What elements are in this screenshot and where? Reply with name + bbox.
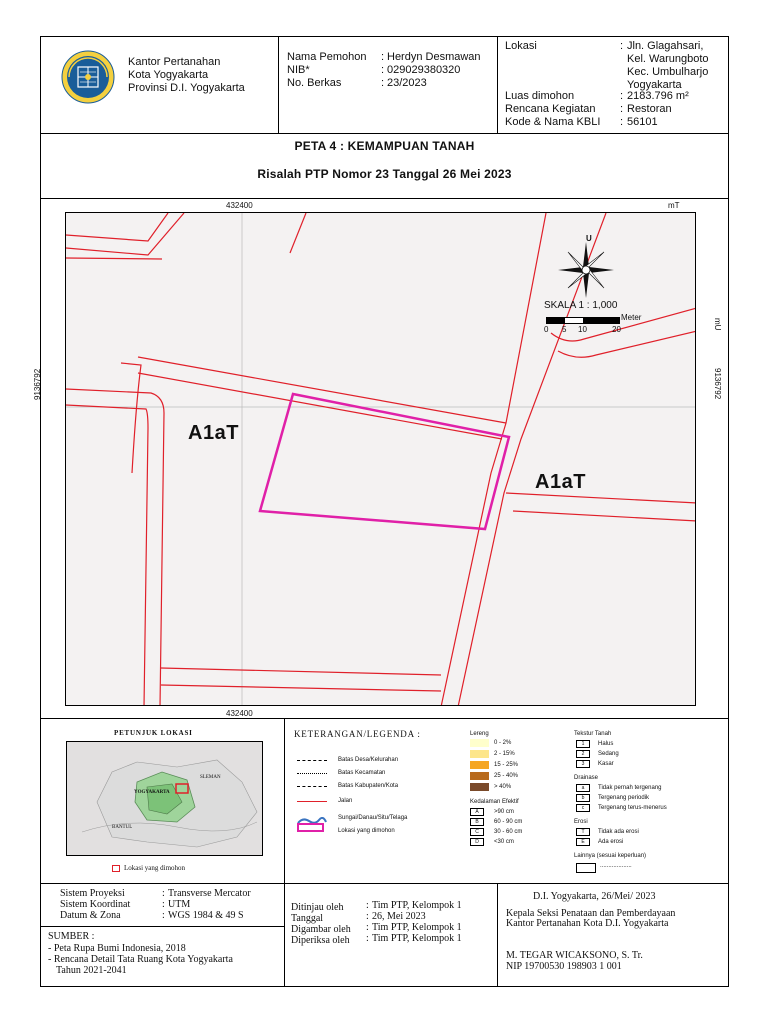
source-divider	[40, 926, 284, 927]
legend-symbol-kabupaten	[297, 786, 327, 787]
header-divider-2	[497, 36, 498, 133]
koord-label: Sistem Koordinat	[60, 899, 131, 910]
scale-bar	[546, 317, 620, 324]
lokasi-line-3: Kec. Umbulharjo	[627, 66, 709, 78]
erosi-label-t: Tidak ada erosi	[598, 829, 639, 835]
legend-symbol-sungai	[297, 812, 327, 820]
erosi-title: Erosi	[574, 819, 588, 825]
legend-item-kabupaten: Batas Kabupaten/Kota	[338, 783, 399, 789]
legend-symbol-kecamatan	[297, 773, 327, 774]
nib-label: NIB*	[287, 64, 310, 76]
unit-top: mT	[668, 201, 680, 210]
tanggal-value: 26, Mei 2023	[372, 911, 426, 922]
tekstur-label-3: Kasar	[598, 761, 614, 767]
legend-item-kecamatan: Batas Kecamatan	[338, 770, 386, 776]
proj-label: Sistem Proyeksi	[60, 888, 125, 899]
datum-value: WGS 1984 & 49 S	[168, 910, 244, 921]
drainase-code-a: a	[576, 784, 590, 792]
legend-divider	[284, 718, 285, 883]
inset-bantul-label: BANTUL	[112, 825, 133, 830]
legend-item-sungai: Sungai/Danau/Situ/Telaga	[338, 815, 408, 821]
kbli-value: 56101	[627, 116, 658, 128]
legend-symbol-jalan	[297, 801, 327, 802]
kedalaman-label-c: 30 - 60 cm	[494, 829, 523, 835]
map-title: PETA 4 : KEMAMPUAN TANAH	[294, 139, 475, 153]
ditinjau-value: Tim PTP, Kelompok 1	[372, 900, 462, 911]
coord-right-wrap	[713, 368, 722, 399]
digambar-value: Tim PTP, Kelompok 1	[372, 922, 462, 933]
tekstur-label-2: Sedang	[598, 751, 619, 757]
kedalaman-code-c: C	[470, 828, 484, 836]
kedalaman-label-b: 60 - 90 cm	[494, 819, 523, 825]
diperiksa-value: Tim PTP, Kelompok 1	[372, 933, 462, 944]
berkas-label: No. Berkas	[287, 77, 342, 89]
erosi-code-t: T	[576, 828, 590, 836]
lokasi-label: Lokasi	[505, 40, 537, 52]
erosi-label-e: Ada erosi	[598, 839, 624, 845]
lainnya-dots: ...................	[600, 863, 632, 869]
footer-divider-1	[284, 883, 285, 987]
rencana-label: Rencana Kegiatan	[505, 103, 596, 115]
unit-right: mU	[713, 318, 722, 331]
office-line-2: Kota Yogyakarta	[128, 69, 209, 81]
coord-left-wrap	[33, 369, 42, 400]
proj-value: Transverse Mercator	[168, 888, 251, 899]
drainase-title: Drainase	[574, 775, 599, 781]
lereng-title: Lereng	[470, 731, 489, 737]
position-line-1: Kepala Seksi Penataan dan Pemberdayaan	[506, 908, 676, 919]
map-subtitle: Risalah PTP Nomor 23 Tanggal 26 Mei 2023	[257, 167, 512, 181]
koord-value: UTM	[168, 899, 191, 910]
luas-value: 2183.796 m²	[627, 90, 689, 102]
office-line-1: Kantor Pertanahan	[128, 56, 221, 68]
lereng-swatch-2	[470, 761, 489, 769]
inset-map	[66, 741, 263, 856]
lereng-label-0: 0 - 2%	[494, 740, 512, 746]
signer-nip: NIP 19700530 198903 1 001	[506, 961, 622, 972]
soil-label-east: A1aT	[535, 471, 586, 493]
tanggal-label: Tanggal	[291, 913, 324, 924]
scale-tick-5: 5	[562, 325, 567, 334]
nib-value: 029029380320	[387, 64, 461, 76]
scale-tick-10: 10	[578, 325, 587, 334]
inset-title: PETUNJUK LOKASI	[114, 729, 193, 737]
title-divider	[40, 198, 729, 199]
office-line-3: Provinsi D.I. Yogyakarta	[128, 82, 245, 94]
lainnya-box	[576, 863, 596, 873]
tekstur-code-2: 2	[576, 750, 590, 758]
place-date: D.I. Yogyakarta, 26/Mei/ 2023	[533, 891, 656, 902]
unit-right-wrap	[713, 318, 722, 330]
kedalaman-code-b: B	[470, 818, 484, 826]
inset-sleman-label: SLEMAN	[200, 775, 221, 780]
lainnya-title: Lainnya (sesuai keperluan)	[574, 853, 647, 859]
sumber-item-3: Tahun 2021-2041	[56, 965, 127, 976]
applicant-value: Herdyn Desmawan	[387, 51, 481, 63]
map-bottom-divider	[40, 718, 729, 719]
drainase-label-c: Tergenang terus-menerus	[598, 805, 667, 811]
rencana-value: Restoran	[627, 103, 672, 115]
inset-city-label: YOGYAKARTA	[134, 790, 170, 795]
drainase-code-c: c	[576, 804, 590, 812]
lereng-label-3: 25 - 40%	[494, 773, 519, 779]
legend-bottom-divider	[40, 883, 729, 884]
scale-tick-20: 20	[612, 325, 621, 334]
legend-title: KETERANGAN/LEGENDA :	[294, 729, 421, 739]
tekstur-title: Tekstur Tanah	[574, 731, 612, 737]
legend-symbol-desa	[297, 760, 327, 761]
north-arrow-icon	[556, 240, 616, 300]
position-line-2: Kantor Pertanahan Kota D.I. Yogyakarta	[506, 918, 669, 929]
north-label: U	[586, 234, 592, 243]
diperiksa-label: Diperiksa oleh	[291, 935, 350, 946]
lokasi-line-4: Yogyakarta	[627, 79, 682, 91]
lokasi-line-2: Kel. Warungboto	[627, 53, 709, 65]
scale-unit: Meter	[621, 313, 642, 322]
sumber-item-2: - Rencana Detail Tata Ruang Kota Yogyakarta	[48, 954, 233, 965]
header-divider-1	[278, 36, 279, 133]
coord-bottom: 432400	[226, 709, 253, 718]
coord-top: 432400	[226, 201, 253, 210]
lereng-label-4: > 40%	[494, 784, 512, 790]
scale-tick-0: 0	[544, 325, 549, 334]
kedalaman-title: Kedalaman Efektif	[470, 799, 519, 805]
lereng-label-2: 15 - 25%	[494, 762, 519, 768]
sumber-title: SUMBER :	[48, 931, 95, 942]
drainase-label-a: Tidak pernah tergenang	[598, 785, 662, 791]
coord-left: 9136792	[33, 368, 42, 400]
header-divider	[40, 133, 729, 134]
soil-label-west: A1aT	[188, 422, 239, 444]
lereng-swatch-4	[470, 783, 489, 791]
datum-label: Datum & Zona	[60, 910, 121, 921]
legend-item-lokasi: Lokasi yang dimohon	[338, 828, 395, 834]
legend-item-jalan: Jalan	[338, 798, 353, 804]
berkas-value: 23/2023	[387, 77, 427, 89]
lereng-swatch-3	[470, 772, 489, 780]
kedalaman-label-d: <30 cm	[494, 839, 514, 845]
inset-legend-marker	[112, 865, 120, 872]
legend-symbol-lokasi	[297, 823, 324, 832]
kedalaman-code-d: D	[470, 838, 484, 846]
kedalaman-code-a: A	[470, 808, 484, 816]
drainase-code-b: b	[576, 794, 590, 802]
coord-right: 9136792	[713, 368, 722, 400]
scale-label: SKALA 1 : 1,000	[544, 300, 618, 311]
sumber-item-1: - Peta Rupa Bumi Indonesia, 2018	[48, 943, 186, 954]
tekstur-label-1: Halus	[598, 741, 614, 747]
tekstur-code-1: 1	[576, 740, 590, 748]
digambar-label: Digambar oleh	[291, 924, 351, 935]
tekstur-code-3: 3	[576, 760, 590, 768]
drainase-label-b: Tergenang periodik	[598, 795, 650, 801]
inset-legend-text: Lokasi yang dimohon	[124, 864, 186, 872]
lereng-swatch-0	[470, 739, 489, 747]
lereng-swatch-1	[470, 750, 489, 758]
signer-name: M. TEGAR WICAKSONO, S. Tr.	[506, 950, 643, 961]
footer-divider-2	[497, 883, 498, 987]
kbli-label: Kode & Nama KBLI	[505, 116, 601, 128]
lokasi-line-1: Jln. Glagahsari,	[627, 40, 704, 52]
ditinjau-label: Ditinjau oleh	[291, 902, 344, 913]
applicant-label: Nama Pemohon	[287, 51, 367, 63]
kedalaman-label-a: >90 cm	[494, 809, 514, 815]
luas-label: Luas dimohon	[505, 90, 575, 102]
legend-item-desa: Batas Desa/Kelurahan	[338, 757, 399, 763]
erosi-code-e: E	[576, 838, 590, 846]
lereng-label-1: 2 - 15%	[494, 751, 515, 757]
agency-logo	[58, 47, 118, 107]
